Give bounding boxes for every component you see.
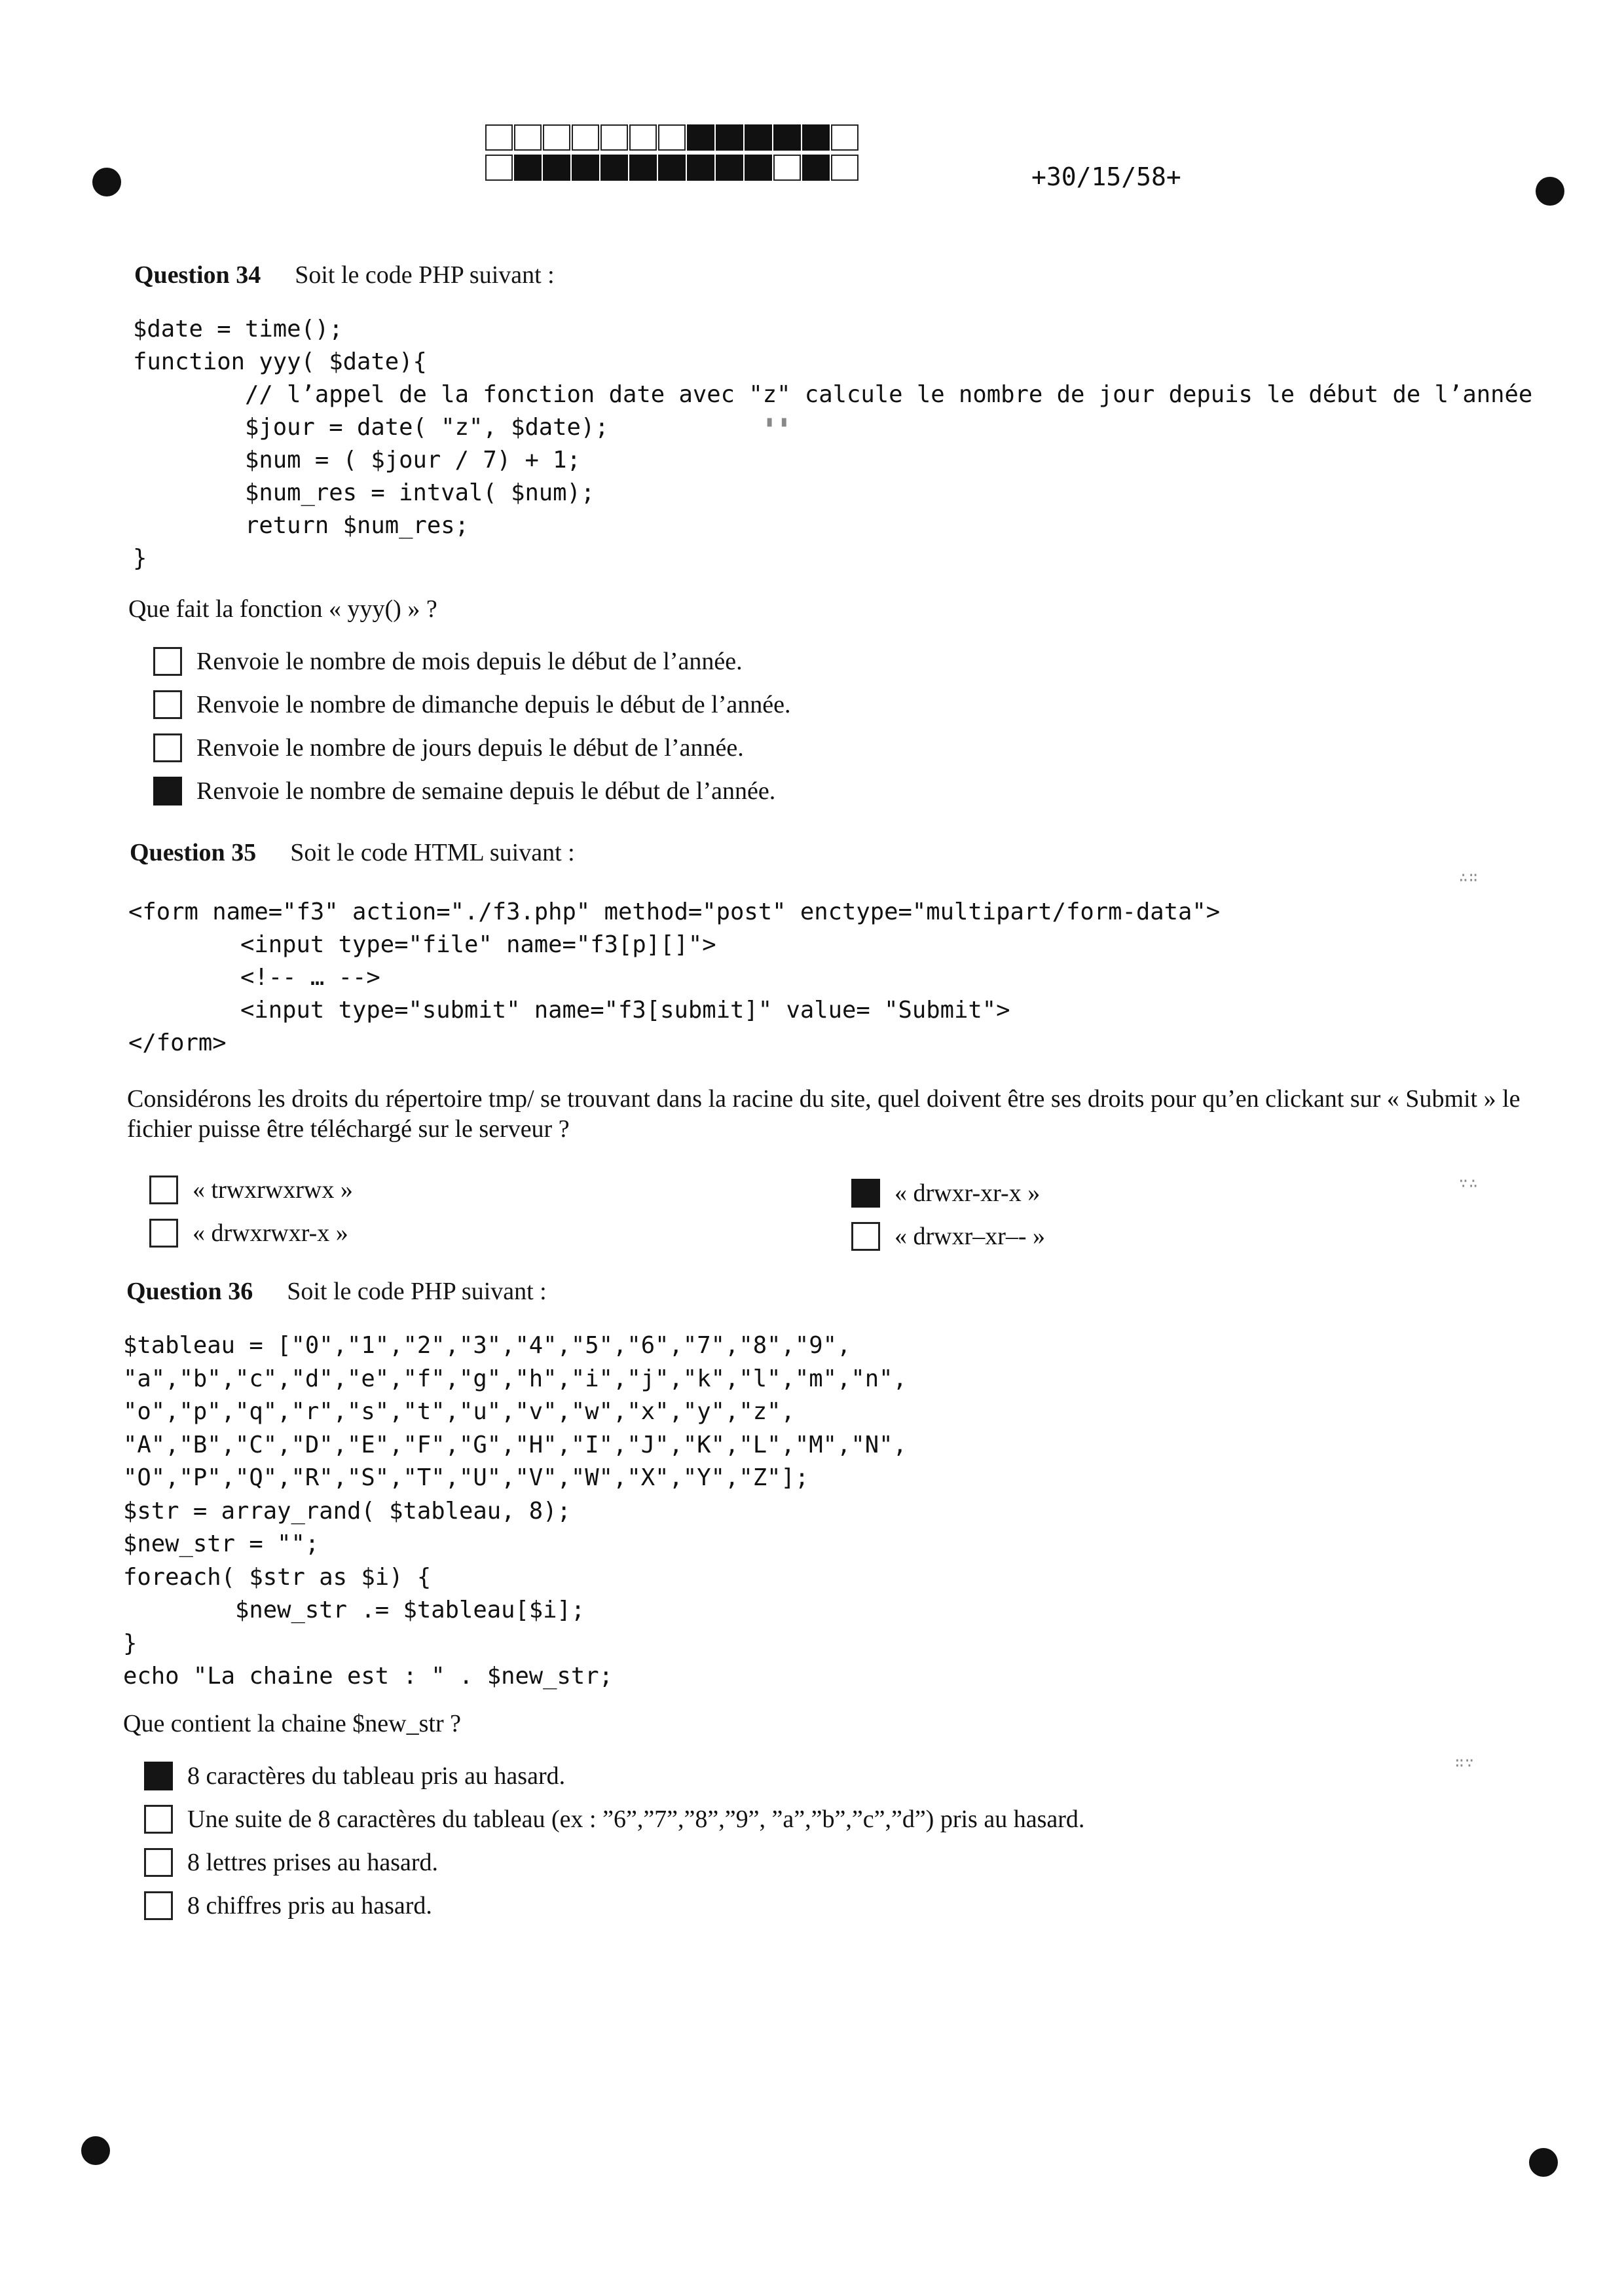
question-34-label: Question 34 [134, 261, 261, 289]
question-36-prompt: Que contient la chaine $new_str ? [123, 1710, 461, 1737]
option-label: Renvoie le nombre de dimanche depuis le début de l’année. [196, 691, 791, 718]
option-label: 8 caractères du tableau pris au hasard. [187, 1762, 566, 1790]
question-34-option-4[interactable] [153, 777, 775, 805]
option-label: « trwxrwxrwx » [193, 1176, 353, 1204]
checkbox[interactable] [144, 1891, 173, 1920]
question-35-option-3[interactable] [851, 1179, 1040, 1208]
question-36-option-3[interactable] [144, 1848, 438, 1877]
page-barcode [485, 124, 860, 185]
question-35-option-2[interactable] [149, 1219, 348, 1248]
checkbox-checked[interactable] [144, 1762, 173, 1790]
question-34-intro: Soit le code PHP suivant : [295, 261, 555, 289]
option-label: « drwxr-xr-x » [895, 1179, 1041, 1207]
page-code-id: +30/15/58+ [1031, 162, 1181, 191]
scan-smudge: ∷∵ [1455, 1755, 1475, 1771]
question-35-intro: Soit le code HTML suivant : [290, 839, 575, 866]
question-36-option-1[interactable] [144, 1762, 565, 1790]
option-label: « drwxrwxr-x » [193, 1219, 348, 1247]
checkbox[interactable] [153, 690, 182, 719]
option-label: Renvoie le nombre de jours depuis le début de l’année. [196, 734, 744, 762]
option-label: Une suite de 8 caractères du tableau (ex : ”6”,”7”,”8”,”9”, ”a”,”b”,”c”,”d”) pris au hasard. [187, 1805, 1085, 1833]
registration-mark-bottom-left [81, 2136, 110, 2165]
registration-mark-bottom-right [1529, 2148, 1558, 2177]
question-36-code: $tableau = ["0","1","2","3","4","5","6","7","8","9", "a","b","c","d","e","f","g","h","i","j","k","l","m","n", "o","p","q","r","s","t","u","v","w","x","y","z", "A","B","C","D","E","F","G","H","I","J","K","L","M","N", "O","P","Q","R","S","T","U","V","W","X","Y","Z"]; $str = array_rand( $tableau, 8); $new_str = ""; foreach( $str as $i) { $new_str .= $tableau[$i]; } echo "La chaine est : " . $new_str; [123, 1332, 907, 1690]
question-35-option-1[interactable] [149, 1176, 353, 1204]
checkbox[interactable] [144, 1805, 173, 1834]
scan-smudge: ∵∴ [1459, 1176, 1479, 1192]
option-label: Renvoie le nombre de mois depuis le début de l’année. [196, 648, 743, 675]
registration-mark-top-left [92, 168, 121, 196]
question-35-code: <form name="f3" action="./f3.php" method="post" enctype="multipart/form-data"> <input type="file" name="f3[p][]"> <!-- … --> <input type="submit" name="f3[submit]" value= "Submit"> </form> [128, 898, 1221, 1056]
question-34-option-1[interactable] [153, 647, 743, 676]
checkbox[interactable] [149, 1176, 178, 1204]
question-34-header [134, 261, 555, 289]
checkbox-checked[interactable] [851, 1179, 880, 1208]
checkbox[interactable] [851, 1222, 880, 1251]
question-35-option-4[interactable] [851, 1222, 1045, 1251]
question-35-header [130, 838, 575, 867]
scan-smudge: ∴∷ [1459, 870, 1479, 886]
option-label: 8 chiffres pris au hasard. [187, 1892, 432, 1919]
checkbox[interactable] [149, 1219, 178, 1248]
option-label: « drwxr–xr–- » [895, 1223, 1046, 1250]
question-35-paragraph: Considérons les droits du répertoire tmp/ se trouvant dans la racine du site, quel doivent être ses droits pour qu’en clickant sur « Submit » le fichier puisse être téléchargé sur le serveur ? [127, 1085, 1521, 1143]
checkbox[interactable] [153, 733, 182, 762]
question-36-label: Question 36 [126, 1278, 253, 1305]
registration-mark-top-right [1536, 177, 1564, 206]
question-36-intro: Soit le code PHP suivant : [287, 1278, 547, 1305]
option-label: 8 lettres prises au hasard. [187, 1849, 439, 1876]
question-34-option-2[interactable] [153, 690, 790, 719]
scan-smudge: ▘▝ [767, 419, 788, 435]
option-label: Renvoie le nombre de semaine depuis le début de l’année. [196, 777, 776, 805]
question-34-prompt: Que fait la fonction « yyy() » ? [128, 595, 437, 623]
question-36-option-4[interactable] [144, 1891, 432, 1920]
checkbox[interactable] [153, 647, 182, 676]
question-34-code: $date = time(); function yyy( $date){ // l’appel de la fonction date avec "z" calcule le nombre de jour depuis le début de l’année $jour = date( "z", $date); $num = ( $jour / 7) + 1; $num_res = intval( $num); return $num_res; } [133, 316, 1533, 572]
question-35-label: Question 35 [130, 839, 257, 866]
checkbox-checked[interactable] [153, 777, 182, 805]
question-36-header [126, 1277, 547, 1306]
question-34-option-3[interactable] [153, 733, 744, 762]
question-36-option-2[interactable] [144, 1805, 1084, 1834]
checkbox[interactable] [144, 1848, 173, 1877]
